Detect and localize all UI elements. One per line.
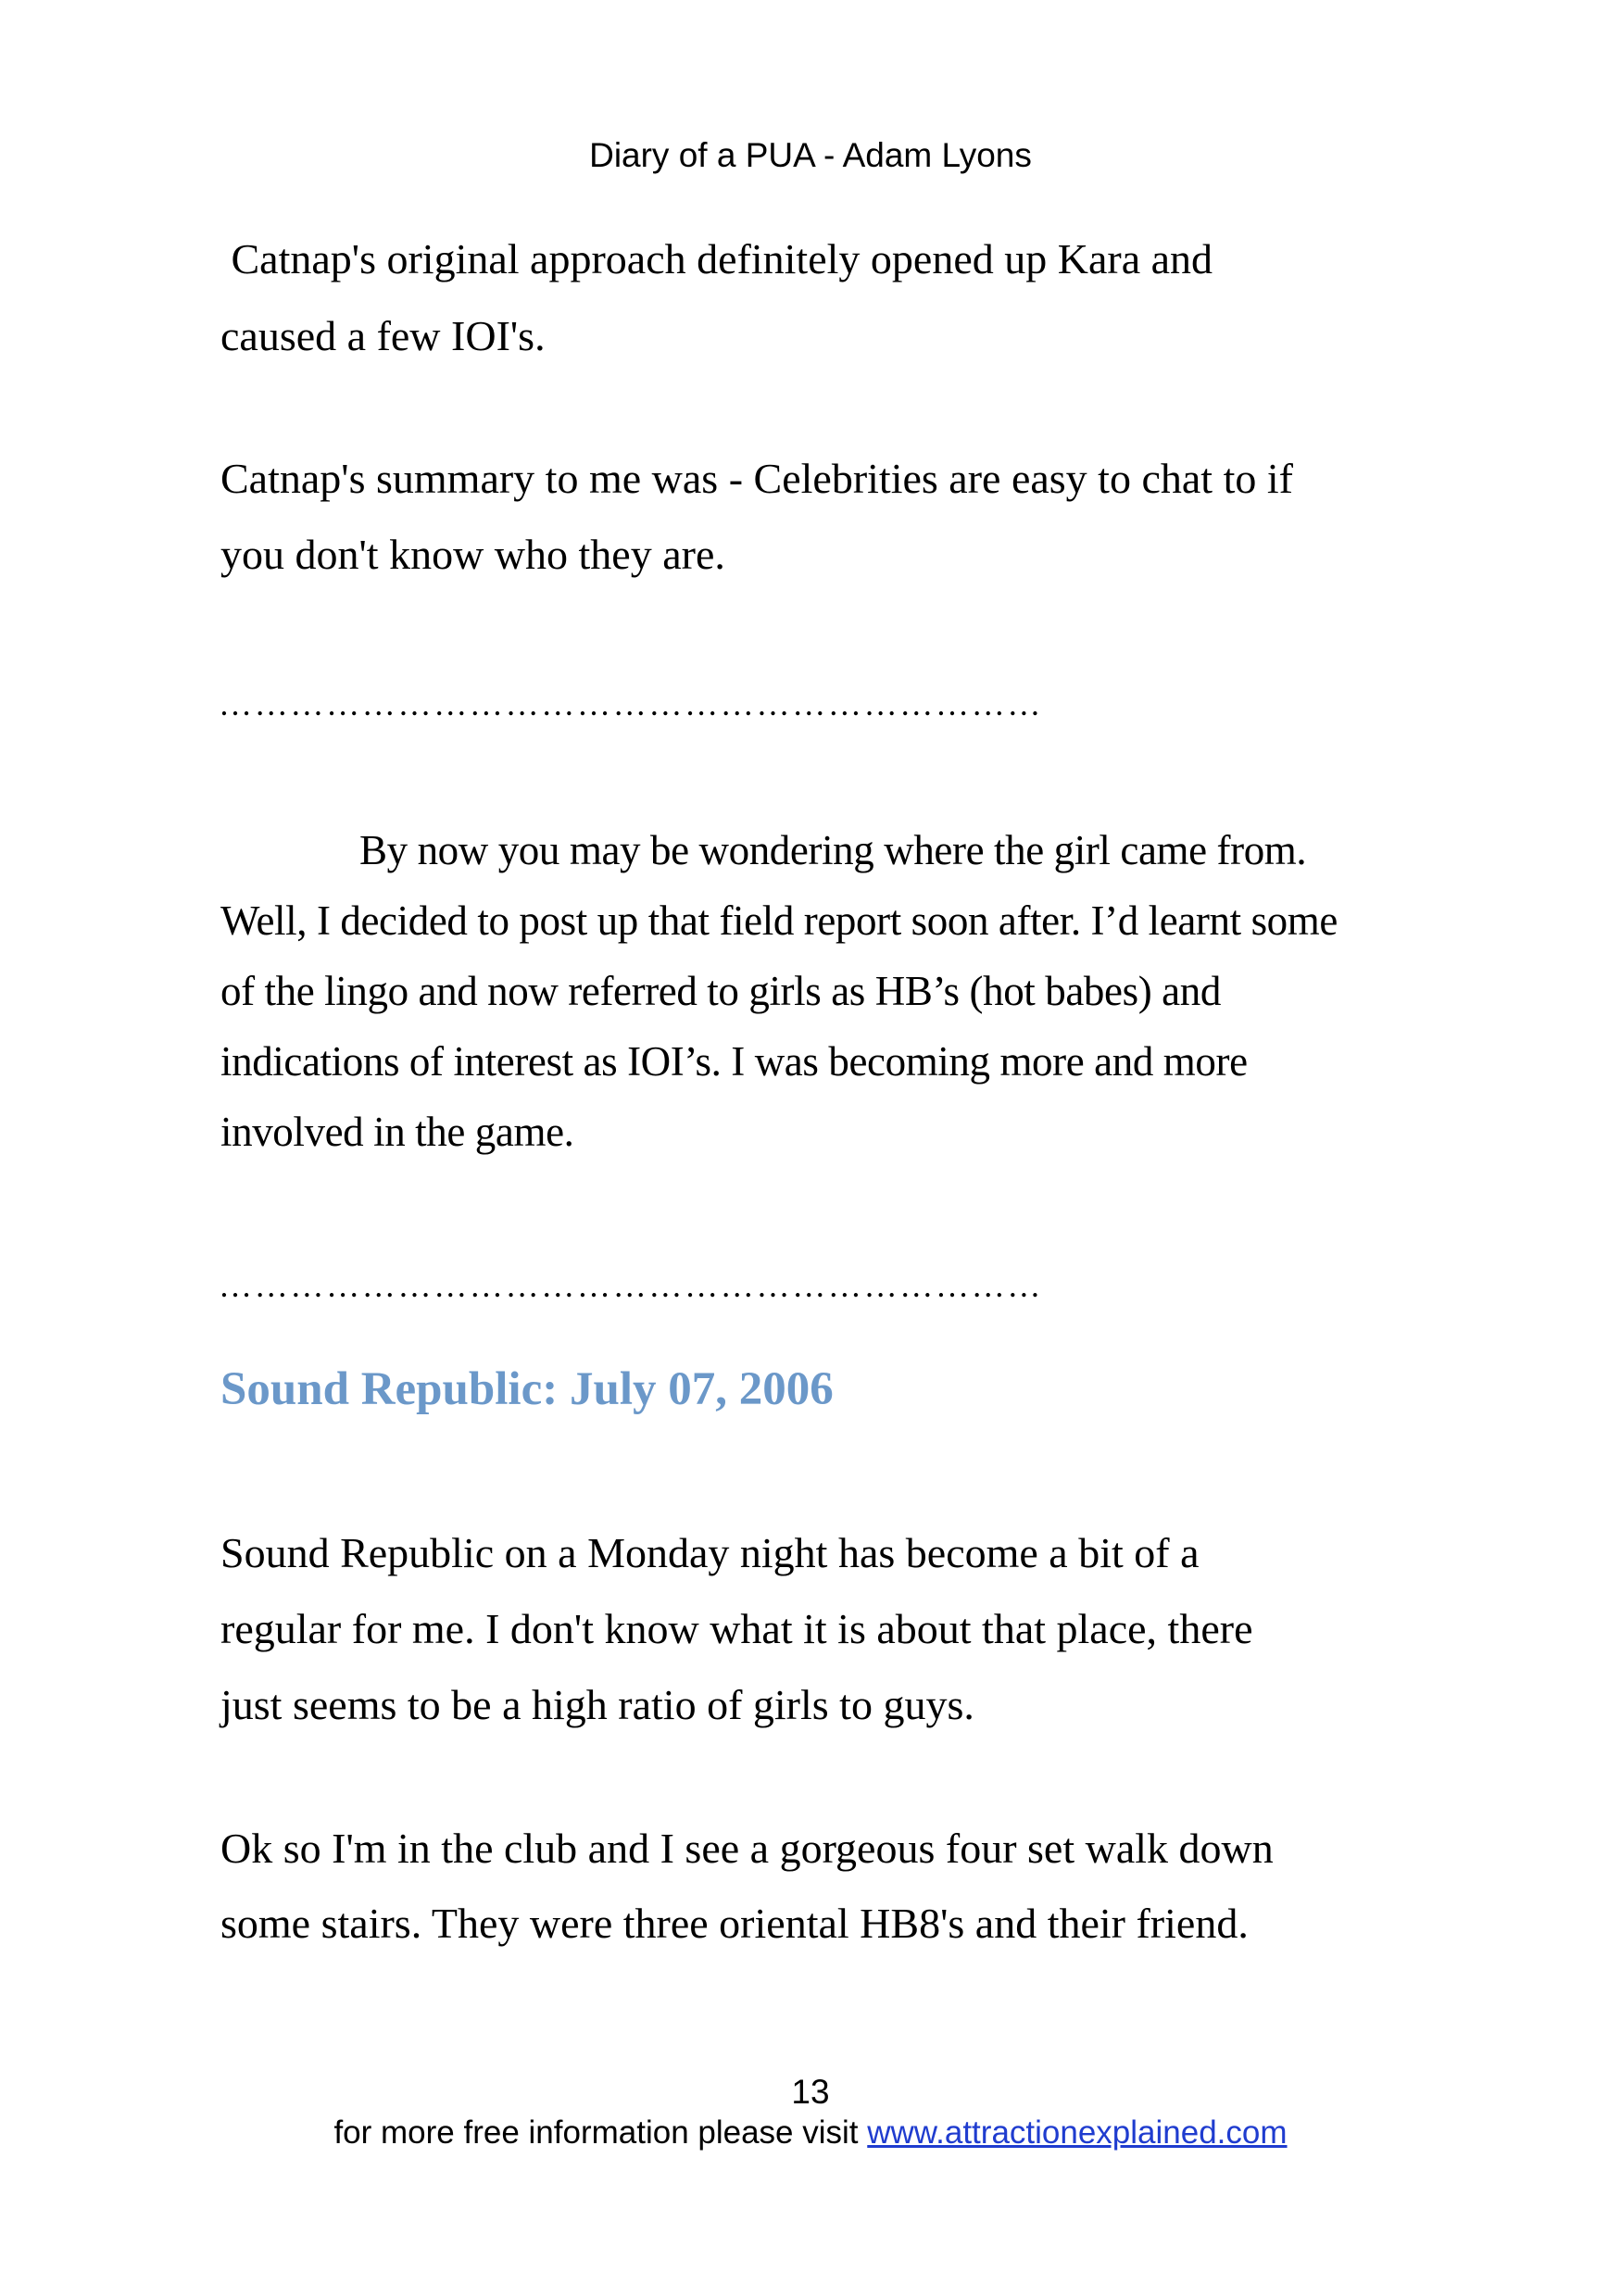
page-number: 13	[791, 2073, 830, 2111]
text-line: involved in the game.	[220, 1109, 574, 1155]
website-link[interactable]: www.attractionexplained.com	[867, 2114, 1288, 2151]
paragraph-catnap-summary	[220, 441, 1443, 593]
text-line: indications of interest as IOI’s. I was becoming more and more	[220, 1038, 1248, 1085]
text-line: some stairs. They were three oriental HB8's and their friend.	[220, 1900, 1249, 1947]
text-line: you don't know who they are.	[220, 531, 725, 578]
text-line: of the lingo and now referred to girls as HB’s (hot babes) and	[220, 968, 1221, 1014]
text-line: regular for me. I don't know what it is about that place, there	[220, 1605, 1253, 1652]
paragraph-sound-republic	[220, 1515, 1443, 1743]
text-line: Ok so I'm in the club and I see a gorgeous four set walk down	[220, 1825, 1274, 1872]
text-line: Well, I decided to post up that field report soon after. I’d learnt some	[220, 897, 1338, 944]
text-line: By now you may be wondering where the girl came from.	[359, 827, 1307, 873]
paragraph-four-set	[220, 1811, 1443, 1961]
dotted-separator: ……………………………………………………………	[219, 685, 1044, 722]
footer-text: for more free information please visit	[333, 2114, 868, 2151]
text-line: Catnap's summary to me was - Celebrities are easy to chat to if	[220, 455, 1293, 502]
text-line: Sound Republic on a Monday night has become a bit of a	[220, 1529, 1200, 1576]
text-line: Catnap's original approach definitely opened up Kara and	[220, 235, 1213, 282]
paragraph-catnap-approach	[220, 220, 1443, 374]
paragraph-field-report	[220, 815, 1443, 1167]
text-line: just seems to be a high ratio of girls to guys.	[220, 1681, 974, 1728]
page-footer	[0, 2114, 1621, 2152]
text-line: caused a few IOI's.	[220, 312, 546, 359]
section-heading: Sound Republic: July 07, 2006	[220, 1363, 834, 1415]
page-header: Diary of a PUA - Adam Lyons	[589, 136, 1032, 174]
dotted-separator: ……………………………………………………………	[219, 1267, 1044, 1304]
